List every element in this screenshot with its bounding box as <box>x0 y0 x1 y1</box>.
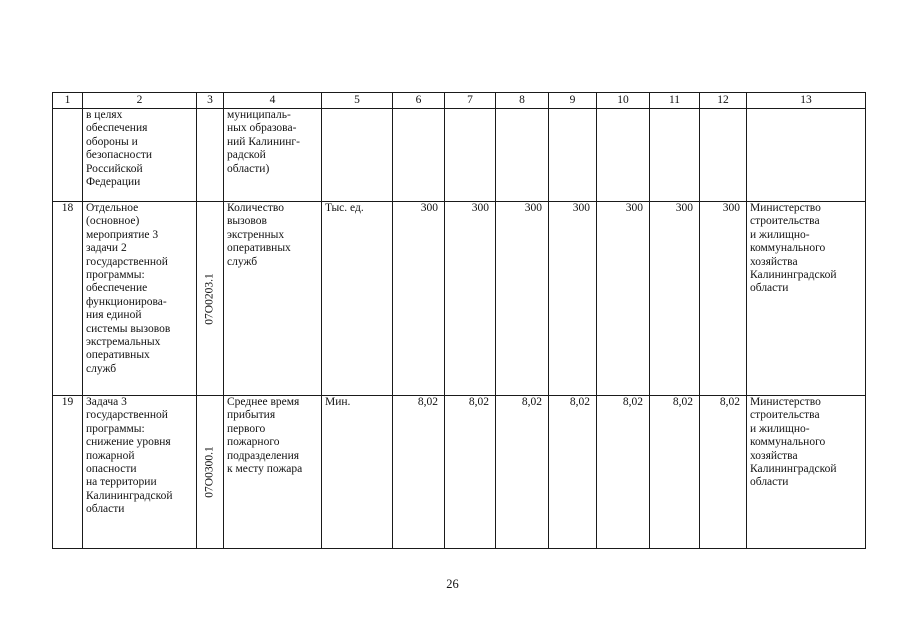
value-cell: 8,02 <box>597 396 650 549</box>
text-line: ных образова- <box>227 122 297 135</box>
text-line: Задача 3 <box>86 396 127 408</box>
header-cell: 4 <box>224 93 322 109</box>
text-line: на территории <box>86 476 157 489</box>
text-line: мероприятие 3 <box>86 228 159 241</box>
table-cell <box>445 109 496 202</box>
continuation-row <box>53 109 866 202</box>
program-code: 07О0300.1 <box>203 446 216 498</box>
header-cell: 12 <box>700 93 747 109</box>
value-cell: 8,02 <box>496 396 549 549</box>
code-cell <box>197 202 224 396</box>
value-cell: 8,02 <box>393 396 445 549</box>
value-cell: 300 <box>496 202 549 396</box>
text-line: Министерство <box>750 396 821 408</box>
text-line: пожарного <box>227 436 280 449</box>
value-cell: 300 <box>700 202 747 396</box>
page-number: 26 <box>446 577 459 591</box>
header-row <box>53 93 866 109</box>
table-cell <box>53 109 83 202</box>
text-line: радской <box>227 149 266 162</box>
text-line: служб <box>86 362 117 375</box>
value-cell: 8,02 <box>700 396 747 549</box>
table-cell <box>549 109 597 202</box>
value-cell: 8,02 <box>445 396 496 549</box>
text-line: области <box>86 503 125 516</box>
row-number: 18 <box>53 202 83 396</box>
measure-name-cell <box>83 396 197 549</box>
table-cell <box>393 109 445 202</box>
indicators-table <box>52 92 866 549</box>
text-line: Калининградской <box>750 269 837 282</box>
text-line: области <box>750 476 789 489</box>
header-cell: 3 <box>197 93 224 109</box>
text-line: системы вызовов <box>86 322 171 335</box>
text-line: Калининградской <box>750 463 837 476</box>
text-line: муниципаль- <box>227 109 291 121</box>
text-line: первого <box>227 422 266 435</box>
text-line: Министерство <box>750 202 821 214</box>
header-cell: 5 <box>322 93 393 109</box>
text-line: к месту пожара <box>227 463 303 476</box>
text-line: программы: <box>86 422 145 435</box>
text-line: коммунального <box>750 242 826 255</box>
text-line: экстремальных <box>86 336 161 349</box>
text-line: ний Калининг- <box>227 135 300 148</box>
text-line: функционирова- <box>86 295 167 308</box>
unit-cell: Тыс. ед. <box>322 202 393 396</box>
responsible-cell <box>747 396 866 549</box>
header-cell: 1 <box>53 93 83 109</box>
text-line: вызовов <box>227 215 267 228</box>
header-cell: 13 <box>747 93 866 109</box>
text-line: строительства <box>750 409 820 422</box>
measure-name-cell <box>83 202 197 396</box>
table-cell <box>650 109 700 202</box>
text-line: области) <box>227 162 270 175</box>
text-line: государственной <box>86 255 168 268</box>
value-cell: 300 <box>650 202 700 396</box>
header-cell: 10 <box>597 93 650 109</box>
text-line: подразделения <box>227 449 300 462</box>
text-line: области <box>750 282 789 295</box>
header-cell: 2 <box>83 93 197 109</box>
text-line: опасности <box>86 463 137 476</box>
text-line: и жилищно- <box>750 228 810 241</box>
table-cell <box>197 109 224 202</box>
text-line: Калининградской <box>86 489 173 502</box>
header-cell: 8 <box>496 93 549 109</box>
text-line: программы: <box>86 269 145 282</box>
table-cell <box>597 109 650 202</box>
text-line: Количество <box>227 202 284 214</box>
indicator-cell <box>224 202 322 396</box>
text-line: безопасности <box>86 149 153 162</box>
text-line: Федерации <box>86 176 141 189</box>
text-line: Отдельное <box>86 202 139 214</box>
text-line: оперативных <box>227 242 291 255</box>
row-number: 19 <box>53 396 83 549</box>
text-line: и жилищно- <box>750 422 810 435</box>
text-line: в целях <box>86 109 123 121</box>
text-line: (основное) <box>86 215 140 228</box>
text-line: хозяйства <box>750 255 798 268</box>
text-line: снижение уровня <box>86 436 171 449</box>
text-line: государственной <box>86 409 168 422</box>
text-line: Среднее время <box>227 396 300 408</box>
header-cell: 7 <box>445 93 496 109</box>
text-line: ния единой <box>86 309 142 322</box>
text-line: обороны и <box>86 135 138 148</box>
text-line: экстренных <box>227 228 285 241</box>
text-line: обеспечения <box>86 122 148 135</box>
unit-cell: Мин. <box>322 396 393 549</box>
text-line: Российской <box>86 162 143 175</box>
value-cell: 300 <box>445 202 496 396</box>
responsible-cell <box>747 202 866 396</box>
text-line: строительства <box>750 215 820 228</box>
code-cell <box>197 396 224 549</box>
text-line: обеспечение <box>86 282 148 295</box>
text-line: прибытия <box>227 409 276 422</box>
value-cell: 300 <box>393 202 445 396</box>
table-cell <box>496 109 549 202</box>
value-cell: 300 <box>597 202 650 396</box>
table-cell <box>322 109 393 202</box>
table-cell <box>747 109 866 202</box>
continued-name-cell <box>83 109 197 202</box>
program-code: 07О0203.1 <box>203 272 216 325</box>
text-line: служб <box>227 255 258 268</box>
value-cell: 300 <box>549 202 597 396</box>
text-line: пожарной <box>86 449 135 462</box>
continued-indicator-cell <box>224 109 322 202</box>
text-line: задачи 2 <box>86 242 127 255</box>
value-cell: 8,02 <box>549 396 597 549</box>
table-cell <box>700 109 747 202</box>
table-row <box>53 202 866 396</box>
text-line: хозяйства <box>750 449 798 462</box>
text-line: коммунального <box>750 436 826 449</box>
header-cell: 9 <box>549 93 597 109</box>
header-cell: 11 <box>650 93 700 109</box>
indicator-cell <box>224 396 322 549</box>
header-cell: 6 <box>393 93 445 109</box>
table-row <box>53 396 866 549</box>
text-line: оперативных <box>86 349 150 362</box>
value-cell: 8,02 <box>650 396 700 549</box>
